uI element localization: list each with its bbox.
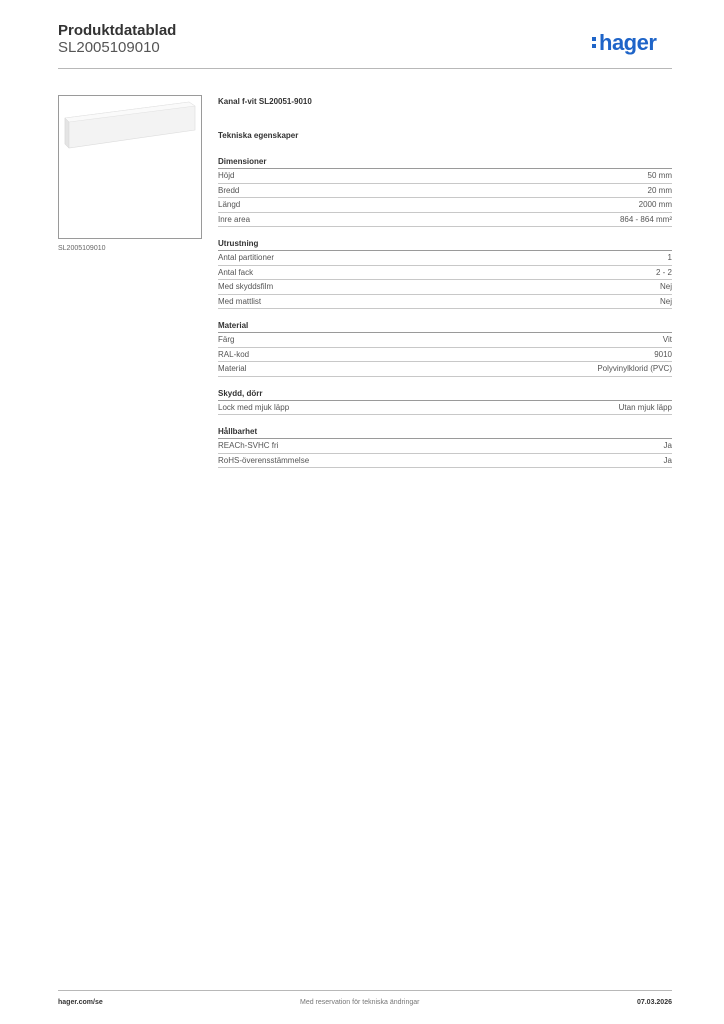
spec-row bbox=[218, 439, 672, 454]
section-material bbox=[218, 321, 672, 377]
image-caption: SL2005109010 bbox=[58, 245, 106, 252]
spec-label: Med mattlist bbox=[218, 296, 262, 306]
spec-row bbox=[218, 280, 672, 295]
spec-label: RoHS-överensstämmelse bbox=[218, 455, 310, 465]
section-hallbarhet bbox=[218, 427, 672, 468]
spec-row bbox=[218, 184, 672, 199]
spec-row bbox=[218, 251, 672, 266]
spec-row bbox=[218, 213, 672, 228]
footer-date: 07.03.2026 bbox=[636, 999, 672, 1006]
spec-row bbox=[218, 401, 672, 416]
section-title: Hållbarhet bbox=[218, 427, 672, 439]
product-image bbox=[58, 95, 202, 239]
footer-divider bbox=[58, 990, 672, 991]
section-title: Skydd, dörr bbox=[218, 389, 672, 401]
document-title: Produktdatablad bbox=[58, 22, 177, 39]
section-title: Material bbox=[218, 321, 672, 333]
spec-value: 2 - 2 bbox=[655, 267, 672, 277]
spec-row bbox=[218, 333, 672, 348]
section-title: Dimensioner bbox=[218, 157, 672, 169]
spec-row bbox=[218, 266, 672, 281]
spec-label: Färg bbox=[218, 335, 235, 344]
spec-row bbox=[218, 362, 672, 377]
spec-label: Längd bbox=[218, 200, 241, 209]
spec-label: REACh-SVHC fri bbox=[218, 441, 279, 450]
logo-dots-icon bbox=[592, 35, 597, 49]
spec-value: Ja bbox=[663, 441, 672, 450]
spec-value: 2000 mm bbox=[638, 200, 672, 209]
section-utrustning bbox=[218, 239, 672, 309]
spec-value: Polyvinylklorid (PVC) bbox=[597, 364, 672, 373]
cable-duct-illustration bbox=[59, 96, 201, 238]
spec-value: 50 mm bbox=[647, 171, 672, 180]
spec-value: Nej bbox=[659, 296, 672, 306]
spec-row bbox=[218, 198, 672, 213]
tech-heading: Tekniska egenskaper bbox=[218, 131, 299, 140]
spec-label: Lock med mjuk läpp bbox=[218, 402, 290, 412]
spec-value: Ja bbox=[663, 455, 672, 465]
footer-website-link[interactable]: hager.com/se bbox=[58, 999, 103, 1006]
spec-value: 1 bbox=[667, 253, 672, 262]
spec-value: Utan mjuk läpp bbox=[618, 402, 672, 412]
spec-value: 864 - 864 mm² bbox=[619, 214, 672, 224]
spec-row bbox=[218, 169, 672, 184]
spec-label: RAL-kod bbox=[218, 349, 250, 359]
product-name: Kanal f-vit SL20051-9010 bbox=[218, 97, 312, 106]
header-divider bbox=[58, 68, 672, 69]
logo-text: hager bbox=[599, 30, 657, 55]
spec-label: Höjd bbox=[218, 171, 235, 180]
section-dimensioner bbox=[218, 157, 672, 227]
section-title: Utrustning bbox=[218, 239, 672, 251]
spec-label: Inre area bbox=[218, 214, 251, 224]
spec-value: Nej bbox=[659, 282, 672, 291]
spec-label: Antal fack bbox=[218, 267, 254, 277]
spec-value: Vit bbox=[662, 335, 672, 344]
spec-value: 20 mm bbox=[647, 185, 672, 195]
spec-label: Med skyddsfilm bbox=[218, 282, 274, 291]
product-code: SL2005109010 bbox=[58, 39, 160, 56]
footer-disclaimer: Med reservation för tekniska ändringar bbox=[300, 999, 420, 1006]
spec-row bbox=[218, 454, 672, 469]
hager-logo bbox=[592, 30, 656, 56]
spec-row bbox=[218, 348, 672, 363]
spec-label: Bredd bbox=[218, 185, 240, 195]
spec-row bbox=[218, 295, 672, 310]
spec-value: 9010 bbox=[654, 349, 672, 359]
product-details bbox=[218, 97, 672, 468]
spec-label: Antal partitioner bbox=[218, 253, 275, 262]
spec-label: Material bbox=[218, 364, 247, 373]
section-skydd-dorr bbox=[218, 389, 672, 416]
